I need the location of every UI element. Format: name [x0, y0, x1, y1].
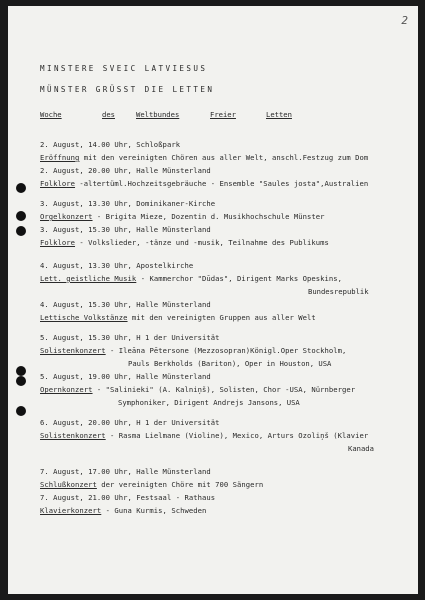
event-line	[40, 153, 368, 162]
event-line	[40, 212, 325, 221]
event-date: 7. August, 21.00 Uhr, Festsaal - Rathaus	[40, 493, 216, 502]
event-line	[40, 480, 263, 489]
event-continuation: Pauls Berkholds (Bariton), Oper in Houston, USA	[128, 359, 332, 368]
event-continuation: Kanada	[348, 444, 374, 453]
event-date: 5. August, 15.30 Uhr, H 1 der Universität	[40, 333, 220, 342]
punch-hole	[16, 406, 26, 416]
event-line	[40, 346, 346, 355]
event-description: - Rasma Lielmane (Violine), Mexico, Arturs Ozoliņš (Klavier	[105, 431, 369, 440]
week-word: Woche	[40, 110, 62, 119]
event-date: 2. August, 20.00 Uhr, Halle Münsterland	[40, 166, 211, 175]
title-german: MÜNSTER GRÜSST DIE LETTEN	[40, 85, 215, 94]
event-date: 6. August, 20.00 Uhr, H 1 der Universität	[40, 418, 220, 427]
week-word: des	[102, 110, 115, 119]
event-line	[40, 313, 316, 322]
document-page	[8, 6, 418, 594]
event-line	[40, 274, 342, 283]
punch-hole	[16, 211, 26, 221]
event-date: 4. August, 15.30 Uhr, Halle Münsterland	[40, 300, 211, 309]
event-description: - Brigita Mieze, Dozentin d. Musikhochschule Münster	[92, 212, 325, 221]
punch-hole	[16, 366, 26, 376]
event-description: - Guna Kurmis, Schweden	[101, 506, 207, 515]
event-continuation: Bundesrepublik	[308, 287, 369, 296]
event-date: 7. August, 17.00 Uhr, Halle Münsterland	[40, 467, 211, 476]
punch-hole	[16, 183, 26, 193]
event-line	[40, 385, 355, 394]
event-description: -altertüml.Hochzeitsgebräuche - Ensemble "Saules josta",Australien	[75, 179, 369, 188]
event-line	[40, 179, 368, 188]
punch-hole	[16, 226, 26, 236]
week-word: Weltbundes	[136, 110, 180, 119]
event-date: 5. August, 19.00 Uhr, Halle Münsterland	[40, 372, 211, 381]
event-type: Folklore	[40, 238, 76, 247]
event-line	[40, 506, 206, 515]
event-description: der vereinigten Chöre mit 700 Sängern	[96, 480, 264, 489]
event-type: Klavierkonzert	[40, 506, 102, 515]
event-continuation: Symphoniker, Dirigent Andrejs Jansons, USA	[118, 398, 300, 407]
event-date: 2. August, 14.00 Uhr, Schloßpark	[40, 140, 181, 149]
event-date: 4. August, 13.30 Uhr, Apostelkirche	[40, 261, 194, 270]
event-type: Opernkonzert	[40, 385, 93, 394]
page-number: 2	[401, 14, 408, 27]
week-word: Freier	[210, 110, 236, 119]
event-type: Lettische Volkstänze	[40, 313, 128, 322]
event-line	[40, 238, 329, 247]
event-description: - Ileāna Pētersone (Mezzosopran)Königl.Oper Stockholm,	[105, 346, 347, 355]
event-line	[40, 431, 368, 440]
title-latvian: MINSTERE SVEIC LATVIESUS	[40, 64, 208, 73]
event-type: Solistenkonzert	[40, 431, 106, 440]
event-date: 3. August, 15.30 Uhr, Halle Münsterland	[40, 225, 211, 234]
event-description: mit den vereinigten Gruppen aus aller Welt	[127, 313, 316, 322]
event-description: - Volkslieder, -tänze und -musik, Teilnahme des Publikums	[75, 238, 329, 247]
event-description: - "Salinieki" (A. Kalniņš), Solisten, Chor -USA, Nürnberger	[92, 385, 356, 394]
event-type: Solistenkonzert	[40, 346, 106, 355]
event-type: Folklore	[40, 179, 76, 188]
week-word: Letten	[266, 110, 292, 119]
event-type: Schlußkonzert	[40, 480, 97, 489]
event-description: - Kammerchor "Dūdas", Dirigent Marks Opeskins,	[136, 274, 343, 283]
event-type: Eröffnung	[40, 153, 80, 162]
punch-hole	[16, 376, 26, 386]
event-type: Lett. geistliche Musik	[40, 274, 137, 283]
event-date: 3. August, 13.30 Uhr, Dominikaner-Kirche	[40, 199, 216, 208]
event-type: Orgelkonzert	[40, 212, 93, 221]
event-description: mit den vereinigten Chören aus aller Welt, anschl.Festzug zum Dom	[79, 153, 369, 162]
